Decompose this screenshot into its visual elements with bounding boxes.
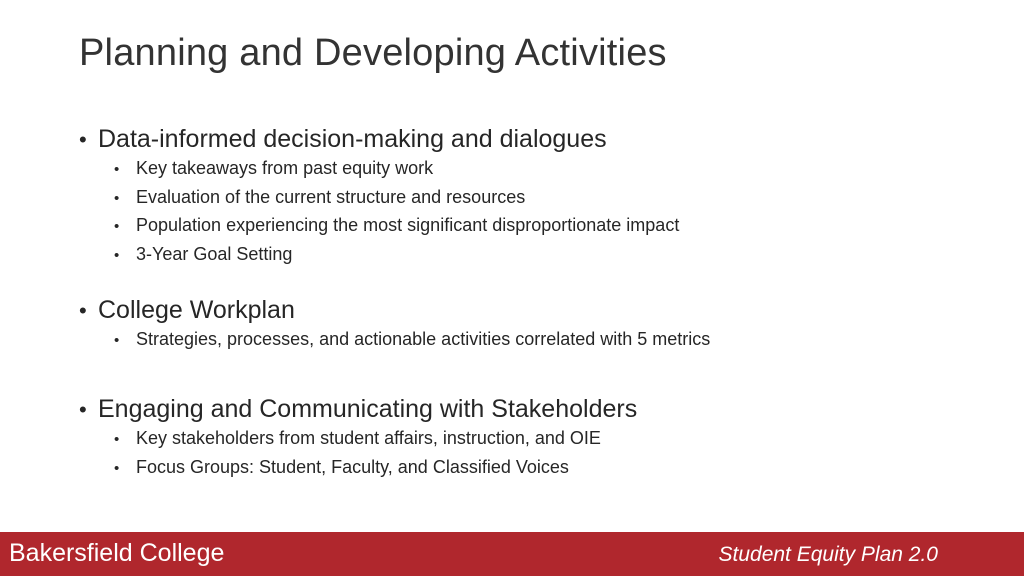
- sub-bullet-item: [114, 215, 679, 244]
- bullet-item: [79, 125, 679, 154]
- sub-bullet-item: [114, 428, 637, 457]
- sub-bullet-list: [114, 158, 679, 272]
- footer-plan-title: Student Equity Plan 2.0: [718, 543, 938, 566]
- bullet-group-data-informed: [79, 125, 679, 272]
- bullet-text: College Workplan: [98, 296, 295, 324]
- bullet-group-college-workplan: [79, 296, 710, 358]
- bullet-icon: •: [79, 127, 87, 152]
- bullet-icon: •: [114, 459, 120, 477]
- sub-bullet-text: Key takeaways from past equity work: [136, 158, 434, 178]
- bullet-icon: •: [114, 189, 120, 207]
- sub-bullet-item: [114, 158, 679, 187]
- bullet-text: Data-informed decision-making and dialogues: [98, 125, 607, 153]
- sub-bullet-list: [114, 329, 710, 358]
- bullet-item: [79, 296, 710, 325]
- sub-bullet-text: Key stakeholders from student affairs, instruction, and OIE: [136, 428, 601, 448]
- sub-bullet-text: Evaluation of the current structure and resources: [136, 186, 526, 207]
- footer-college-name: Bakersfield College: [9, 539, 225, 567]
- sub-bullet-list: [114, 428, 637, 485]
- sub-bullet-item: [114, 457, 637, 486]
- sub-bullet-item: [114, 329, 710, 358]
- bullet-icon: •: [114, 332, 120, 349]
- bullet-icon: •: [114, 431, 120, 448]
- sub-bullet-text: Population experiencing the most significant disproportionate impact: [136, 215, 680, 235]
- bullet-text: Engaging and Communicating with Stakeholders: [98, 395, 638, 423]
- bullet-group-stakeholders: [79, 395, 637, 485]
- sub-bullet-item: [114, 187, 679, 216]
- bullet-icon: •: [114, 161, 120, 178]
- bullet-icon: •: [79, 397, 87, 422]
- bullet-icon: •: [114, 246, 120, 264]
- sub-bullet-item: [114, 244, 679, 273]
- footer-bar: [0, 532, 1024, 576]
- bullet-icon: •: [114, 218, 120, 235]
- sub-bullet-text: Focus Groups: Student, Faculty, and Classified Voices: [136, 456, 569, 477]
- bullet-icon: •: [79, 298, 87, 323]
- slide-title: Planning and Developing Activities: [79, 32, 667, 74]
- bullet-item: [79, 395, 637, 424]
- sub-bullet-text: 3-Year Goal Setting: [136, 243, 293, 264]
- sub-bullet-text: Strategies, processes, and actionable activities correlated with 5 metrics: [136, 329, 711, 349]
